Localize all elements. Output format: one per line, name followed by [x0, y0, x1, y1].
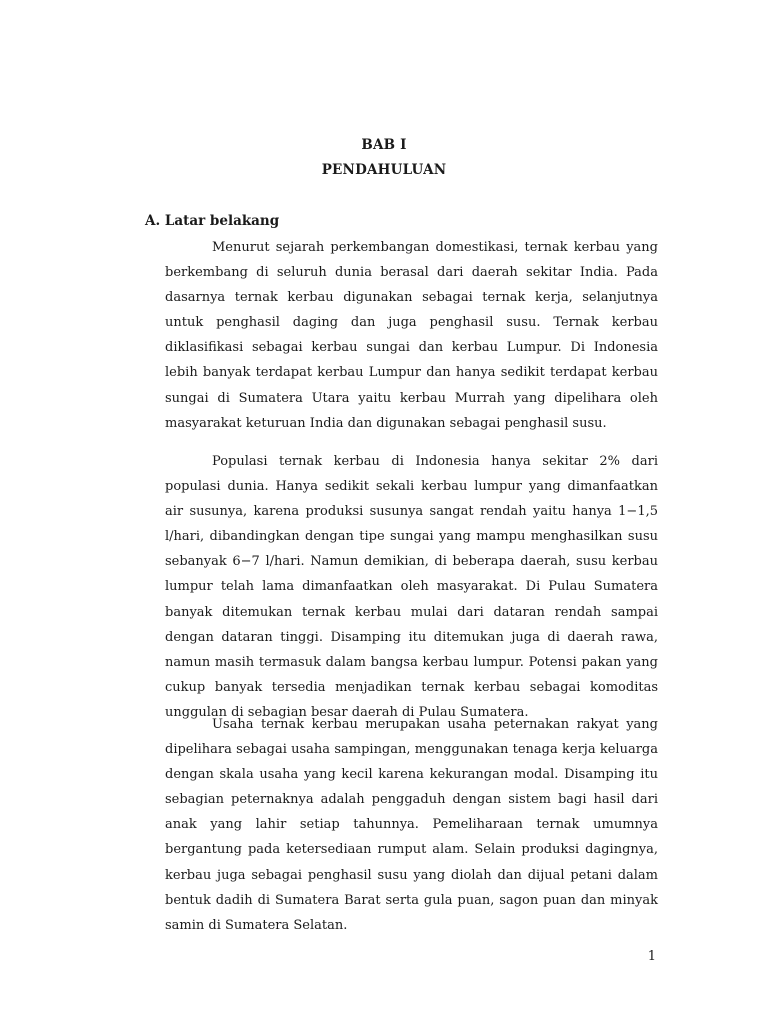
- paragraph: Populasi ternak kerbau di Indonesia hanya sekitar 2% dari populasi dunia. Hanya sedikit sekali kerbau lumpur yang dimanfaatkan air susunya, karena produksi susunya sangat rendah yaitu hanya 1−1,5 l/hari, dibandingkan dengan tipe sungai yang mampu menghasilkan susu sebanyak 6−7 l/hari. Namun demikian, di beberapa daerah, susu kerbau lumpur telah lama dimanfaatkan oleh masyarakat. Di Pulau Sumatera banyak ditemukan ternak kerbau mulai dari dataran rendah sampai dengan dataran tinggi. Disamping itu ditemukan juga di daerah rawa, namun masih termasuk dalam bangsa kerbau lumpur. Potensi pakan yang cukup banyak tersedia menjadikan ternak kerbau sebagai komoditas unggulan di sebagian besar daerah di Pulau Sumatera.: [165, 454, 658, 720]
- page-number: 1: [647, 949, 656, 964]
- chapter-title: PENDAHULUAN: [321, 162, 447, 178]
- section-heading: A. Latar belakang: [145, 213, 280, 229]
- paragraph: Usaha ternak kerbau merupakan usaha peternakan rakyat yang dipelihara sebagai usaha sampingan, menggunakan tenaga kerja keluarga dengan skala usaha yang kecil karena kekurangan modal. Disamping itu sebagian peternaknya adalah penggaduh dengan sistem bagi hasil dari anak yang lahir setiap tahunnya. Pemeliharaan ternak umumnya bergantung pada ketersediaan rumput alam. Selain produksi dagingnya, kerbau juga sebagai penghasil susu yang diolah dan dijual petani dalam bentuk dadih di Sumatera Barat serta gula puan, sagon puan dan minyak samin di Sumatera Selatan.: [165, 717, 658, 933]
- paragraph: Menurut sejarah perkembangan domestikasi, ternak kerbau yang berkembang di seluruh dunia berasal dari daerah sekitar India. Pada dasarnya ternak kerbau digunakan sebagai ternak kerja, selanjutnya untuk penghasil daging dan juga penghasil susu. Ternak kerbau diklasifikasi sebagai kerbau sungai dan kerbau Lumpur. Di Indonesia lebih banyak terdapat kerbau Lumpur dan hanya sedikit terdapat kerbau sungai di Sumatera Utara yaitu kerbau Murrah yang dipelihara oleh masyarakat keturuan India dan digunakan sebagai penghasil susu.: [165, 240, 658, 431]
- chapter-number: BAB I: [361, 137, 407, 153]
